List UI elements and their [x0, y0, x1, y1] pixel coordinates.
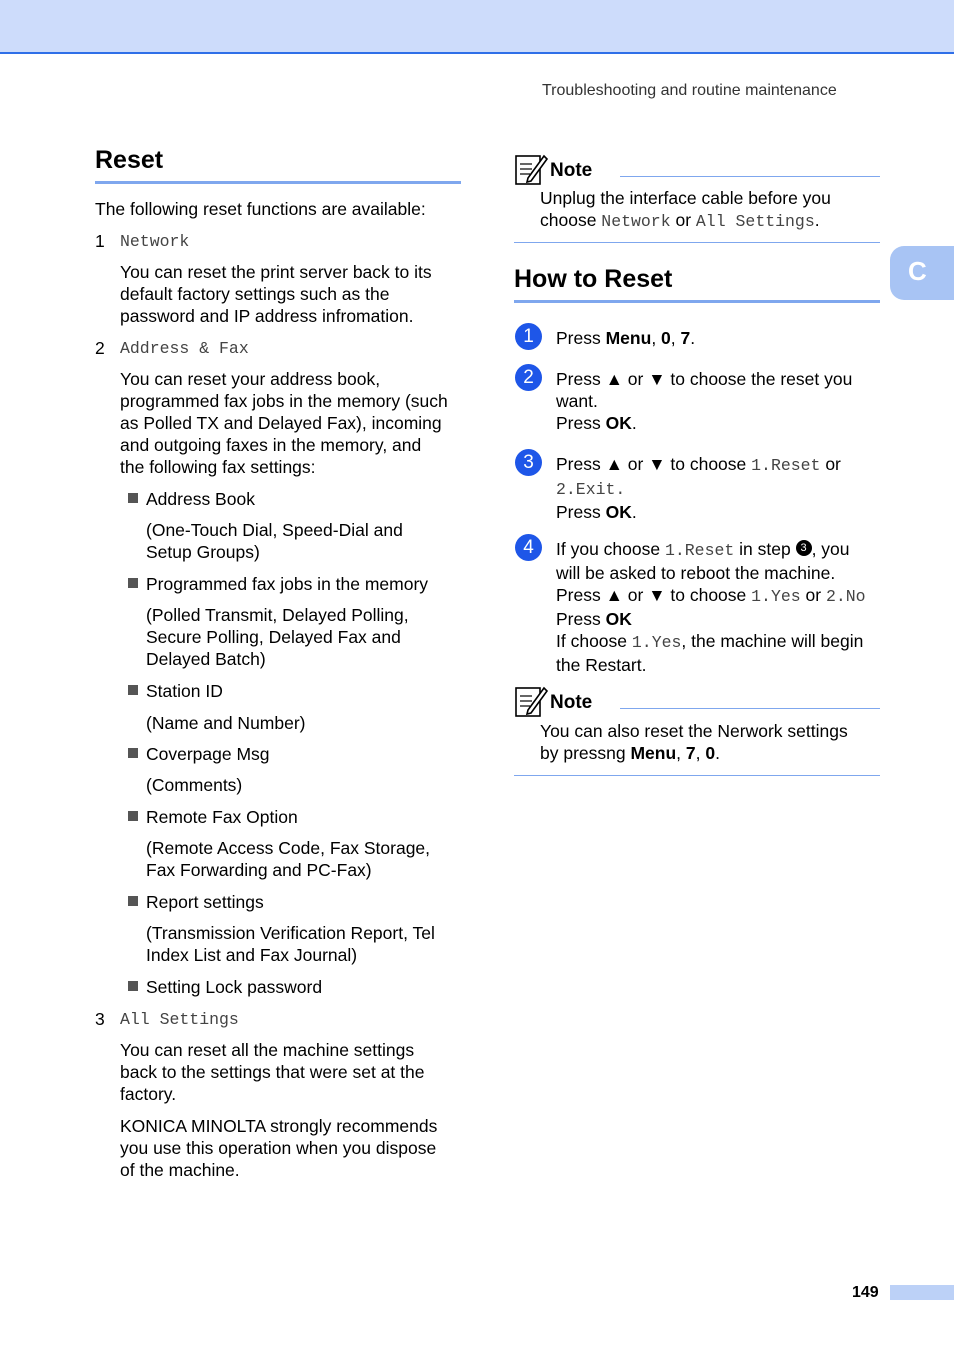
how-to-reset-heading: How to Reset	[514, 265, 673, 293]
bullet-item	[128, 488, 255, 510]
note-title-rule	[620, 176, 880, 177]
bullet-label: Setting Lock password	[146, 977, 323, 997]
text-line	[556, 453, 841, 477]
text-span: , the machine will begin	[681, 631, 864, 651]
running-head: Troubleshooting and routine maintenance	[542, 82, 837, 99]
note-title: Note	[550, 692, 593, 713]
text-line	[556, 584, 866, 608]
text-span: .	[814, 210, 820, 230]
text-span: If you choose	[556, 539, 665, 559]
text-line: Setup Groups)	[146, 542, 260, 562]
text-span: .	[615, 480, 626, 499]
note-text-keys	[540, 742, 720, 764]
note-bottom-rule	[514, 242, 880, 243]
square-bullet-icon	[128, 493, 138, 503]
text-line: (One-Touch Dial, Speed-Dial and	[146, 520, 403, 540]
bullet-label: Report settings	[146, 892, 264, 912]
text-line	[556, 608, 866, 630]
item-name-all-settings: All Settings	[120, 1010, 239, 1029]
text-span: or	[670, 210, 696, 230]
top-header-band	[0, 0, 954, 54]
note-text: You can also reset the Nerwork settings	[540, 721, 848, 741]
key-0: 0	[705, 743, 716, 763]
square-bullet-icon	[128, 685, 138, 695]
text-span: ,	[695, 743, 706, 763]
key-menu: Menu	[630, 743, 677, 763]
step-number-icon: 3	[515, 449, 542, 476]
key-ok: OK	[605, 502, 632, 522]
code-no: 2.No	[825, 587, 866, 606]
reset-heading: Reset	[95, 146, 164, 174]
note-text: Unplug the interface cable before you	[540, 188, 831, 208]
bullet-label: Remote Fax Option	[146, 807, 298, 827]
bullet-item	[128, 806, 298, 828]
how-to-reset-rule	[514, 300, 880, 303]
text-line: (Polled Transmit, Delayed Polling,	[146, 605, 409, 625]
text-line: default factory settings such as the	[120, 284, 390, 304]
bullet-detail	[146, 922, 435, 966]
note-icon	[514, 152, 548, 191]
item-number: 1	[95, 231, 105, 251]
text-line	[556, 630, 866, 654]
note-title: Note	[550, 160, 593, 181]
note-title-rule	[620, 708, 880, 709]
square-bullet-icon	[128, 981, 138, 991]
text-span: by pressng	[540, 743, 631, 763]
bullet-label: Address Book	[146, 489, 255, 509]
code-reset: 1.Reset	[664, 541, 735, 560]
text-span: .	[631, 413, 637, 433]
text-line	[556, 501, 841, 523]
text-line: want.	[556, 391, 598, 411]
key-ok: OK	[605, 609, 632, 629]
step-number-icon: 4	[515, 534, 542, 561]
item-name-address-fax: Address & Fax	[120, 339, 249, 358]
text-line: Press ▲ or ▼ to choose the reset you	[556, 369, 853, 389]
text-span: .	[715, 743, 720, 763]
text-span: Press ▲ or ▼ to choose	[556, 585, 752, 605]
text-line: (Name and Number)	[146, 713, 306, 733]
note-icon	[514, 684, 548, 723]
text-line: (Remote Access Code, Fax Storage,	[146, 838, 431, 858]
text-span: in step	[734, 539, 796, 559]
text-line: will be asked to reboot the machine.	[556, 563, 836, 583]
bullet-item	[128, 976, 322, 998]
square-bullet-icon	[128, 578, 138, 588]
text-line: Index List and Fax Journal)	[146, 945, 358, 965]
text-line	[556, 538, 866, 562]
bullet-detail	[146, 837, 430, 881]
page-number-tab	[890, 1285, 954, 1300]
bullet-detail	[146, 712, 306, 734]
text-span: Press	[556, 328, 606, 348]
text-span: Press ▲ or ▼ to choose	[556, 454, 752, 474]
bullet-item	[128, 891, 264, 913]
code-network: Network	[601, 212, 671, 231]
bullet-detail	[146, 604, 409, 670]
text-line: and outgoing faxes in the memory, and	[120, 435, 422, 455]
step-number-icon: 2	[515, 364, 542, 391]
text-span: Press	[556, 609, 606, 629]
text-line: You can reset your address book,	[120, 369, 381, 389]
text-span: .	[690, 328, 696, 348]
bullet-label: Station ID	[146, 681, 223, 701]
chapter-tab-letter: C	[908, 256, 927, 286]
text-span: choose	[540, 210, 602, 230]
step-reference-icon: 3	[796, 540, 812, 556]
note-text-choose	[540, 209, 820, 233]
step2-text	[556, 368, 852, 434]
text-span: If choose	[556, 631, 632, 651]
code-yes: 1.Yes	[631, 633, 682, 652]
key-ok: OK	[605, 413, 632, 433]
square-bullet-icon	[128, 811, 138, 821]
page-number: 149	[852, 1284, 879, 1301]
item-desc-all-settings	[120, 1039, 424, 1105]
text-line: You can reset the print server back to its	[120, 262, 432, 282]
step1-text	[556, 327, 695, 349]
text-line: You can reset all the machine settings	[120, 1040, 415, 1060]
text-line: (Transmission Verification Report, Tel	[146, 923, 435, 943]
text-span: .	[631, 502, 637, 522]
text-line: back to the settings that were set at the	[120, 1062, 425, 1082]
item-number: 3	[95, 1009, 105, 1029]
square-bullet-icon	[128, 748, 138, 758]
code-all-settings: All Settings	[695, 212, 815, 231]
reset-heading-rule	[95, 181, 461, 184]
bullet-item	[128, 743, 270, 765]
bullet-detail	[146, 519, 403, 563]
bullet-item	[128, 680, 223, 702]
bullet-item	[128, 573, 428, 595]
text-line: the Restart.	[556, 655, 647, 675]
text-line: factory.	[120, 1084, 177, 1104]
text-span: Press	[556, 413, 606, 433]
key-7: 7	[680, 328, 691, 348]
chapter-tab	[890, 246, 954, 300]
reset-intro: The following reset functions are available:	[95, 199, 426, 219]
key-menu: Menu	[605, 328, 652, 348]
item-desc-network	[120, 261, 432, 327]
bullet-label: Coverpage Msg	[146, 744, 270, 764]
step-number-icon: 1	[515, 323, 542, 350]
text-line: Delayed Batch)	[146, 649, 266, 669]
text-line: you use this operation when you dispose	[120, 1138, 437, 1158]
item-recommendation	[120, 1115, 437, 1181]
text-span: ,	[676, 743, 686, 763]
key-0: 0	[661, 328, 671, 348]
text-span: or	[820, 454, 841, 474]
bullet-detail	[146, 774, 242, 796]
code-exit: 2.Exit	[556, 480, 616, 499]
text-span: Press	[556, 502, 606, 522]
item-number: 2	[95, 338, 105, 358]
text-span: ,	[651, 328, 662, 348]
text-line: the following fax settings:	[120, 457, 316, 477]
text-line: password and IP address infromation.	[120, 306, 414, 326]
text-span: or	[800, 585, 826, 605]
key-7: 7	[685, 743, 696, 763]
text-line: KONICA MINOLTA strongly recommends	[120, 1116, 438, 1136]
text-line: programmed fax jobs in the memory (such	[120, 391, 448, 411]
text-span: ,	[670, 328, 681, 348]
text-span: , you	[811, 539, 850, 559]
item-name-network: Network	[120, 232, 190, 251]
item-desc-address-fax	[120, 368, 448, 478]
code-reset: 1.Reset	[751, 456, 821, 475]
text-line	[556, 477, 841, 501]
step4-text	[556, 538, 866, 676]
text-line: of the machine.	[120, 1160, 240, 1180]
text-line	[556, 412, 852, 434]
text-line: Secure Polling, Delayed Fax and	[146, 627, 401, 647]
code-yes: 1.Yes	[751, 587, 801, 606]
step3-text	[556, 453, 841, 523]
text-line: as Polled TX and Delayed Fax), incoming	[120, 413, 442, 433]
square-bullet-icon	[128, 896, 138, 906]
bullet-label: Programmed fax jobs in the memory	[146, 574, 429, 594]
note-bottom-rule	[514, 775, 880, 776]
text-line: (Comments)	[146, 775, 243, 795]
text-line: Fax Forwarding and PC-Fax)	[146, 860, 372, 880]
